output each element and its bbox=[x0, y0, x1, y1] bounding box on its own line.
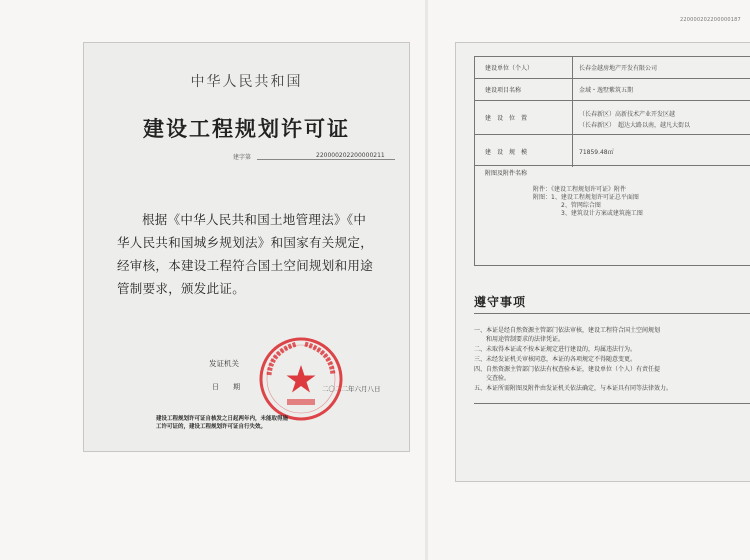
attachment-line: 3、建筑设计方案或建筑施工图 bbox=[561, 210, 643, 217]
notice-item: 二、未取得本证或不按本证规定进行建设的，均属违法行为。 bbox=[474, 346, 637, 353]
official-seal bbox=[257, 335, 345, 423]
certificate-front bbox=[83, 42, 410, 452]
attachments-section bbox=[474, 166, 750, 266]
row-value: 金域・逸墅紫筑五期 bbox=[579, 87, 634, 94]
body-line: 华人民共和国城乡规划法》和国家有关规定， bbox=[117, 235, 374, 250]
notice-title: 遵守事项 bbox=[474, 295, 527, 309]
certificate-body bbox=[117, 208, 407, 300]
footnote-line: 建设工程规划许可证自核发之日起两年内，未能取得施 bbox=[156, 416, 289, 422]
row-value: 71859.48㎡ bbox=[579, 148, 614, 156]
body-line: 根据《中华人民共和国土地管理法》《中 bbox=[142, 212, 367, 227]
notice-item: 和用途管制要求的法律凭证。 bbox=[474, 336, 565, 343]
table-row bbox=[475, 57, 750, 79]
top-certificate-number: 220000202200000187 bbox=[680, 17, 741, 23]
row-label: 建 设 位 置 bbox=[475, 101, 573, 134]
notice-item: 三、未经发证机关审核同意，本证的各项规定不得随意变更。 bbox=[474, 356, 637, 363]
certificate-back bbox=[455, 42, 750, 482]
cert-number-label: 建字第 bbox=[233, 154, 252, 161]
row-label: 建设项目名称 bbox=[475, 79, 573, 100]
row-value-continued: （长春新区） 超达大路以南，越凡大街以 bbox=[579, 122, 691, 129]
issuer-label: 发证机关 bbox=[209, 359, 239, 368]
body-line: 管制要求，颁发此证。 bbox=[117, 281, 246, 296]
notice-bottom-rule bbox=[474, 403, 750, 404]
footnote-line: 工许可证的，建设工程规划许可证自行失效。 bbox=[156, 424, 267, 430]
row-value: （长春新区）高新技术产业开发区越 bbox=[579, 111, 676, 118]
certificate-title: 建设工程规划许可证 bbox=[143, 117, 350, 141]
notice-item: 交查验。 bbox=[474, 375, 511, 382]
attachment-line: 附件：《建设工程规划许可证》附件 bbox=[533, 186, 627, 193]
validity-footnote bbox=[156, 415, 396, 431]
notice-item: 五、本证所需附图及附件由发证机关依法确定，与本证具有同等法律效力。 bbox=[474, 385, 673, 392]
table-row bbox=[475, 135, 750, 167]
project-info-table bbox=[474, 56, 750, 166]
date-label: 日 期 bbox=[212, 383, 240, 391]
row-label: 建设单位（个人） bbox=[475, 57, 573, 78]
country-name: 中华人民共和国 bbox=[190, 74, 303, 90]
body-line: 经审核，本建设工程符合国土空间规划和用途 bbox=[117, 258, 374, 273]
notice-item: 四、自然资源主管部门依法有权查验本证，建设单位（个人）有责任提 bbox=[474, 366, 661, 373]
attachments-title: 附图及附件名称 bbox=[485, 170, 528, 177]
attachment-line: 2、管网综合图 bbox=[561, 202, 601, 209]
notice-item: 一、本证是经自然资源主管部门依法审核，建设工程符合国土空间规划 bbox=[474, 327, 661, 334]
page-fold bbox=[425, 0, 428, 560]
table-row bbox=[475, 101, 750, 135]
row-value: 长春金越房地产开发有限公司 bbox=[579, 65, 658, 72]
attachment-line: 附图：1、建设工程规划许可证总平面图 bbox=[533, 194, 639, 201]
cert-number-underline bbox=[257, 159, 395, 160]
row-label: 建 设 规 模 bbox=[475, 135, 573, 167]
table-row bbox=[475, 79, 750, 101]
notice-divider bbox=[474, 313, 750, 314]
date-value: 二〇二二年六月八日 bbox=[322, 385, 381, 393]
cert-number-value: 220000202200000211 bbox=[316, 152, 385, 159]
